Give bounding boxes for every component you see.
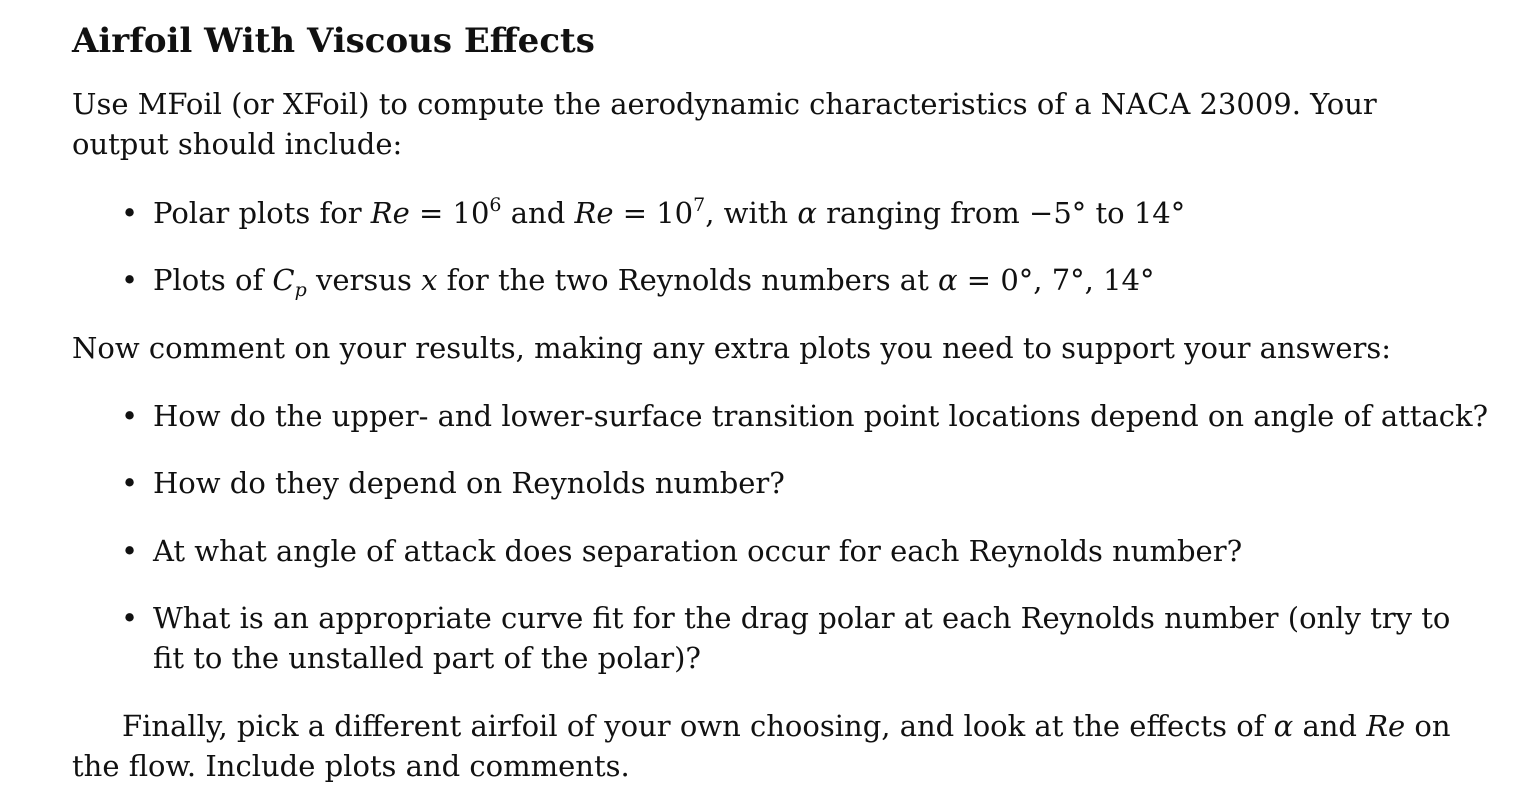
polar-plots-lead-text: Polar plots for — [153, 196, 371, 230]
bullet-icon: • — [121, 601, 139, 635]
pressure-coefficient-subscript: p — [294, 279, 307, 301]
bullet-icon: • — [121, 399, 139, 433]
output-item-polar-plots-text — [153, 196, 1185, 230]
question-text: At what angle of attack does separation occur for each Reynolds number? — [153, 534, 1243, 568]
x-symbol: x — [421, 263, 438, 297]
reynolds-exponent-2: 7 — [693, 194, 706, 216]
cp-plots-lead-text: Plots of — [153, 263, 273, 297]
pressure-coefficient-symbol: C — [272, 263, 295, 297]
alpha-values-text: = 0°, 7°, 14° — [957, 263, 1155, 297]
bullet-icon: • — [121, 196, 139, 230]
question-text: What is an appropriate curve fit for the drag polar at each Reynolds number (only try to fit to the unstalled part of the polar)? — [153, 601, 1451, 675]
reynolds-exponent-1: 6 — [489, 194, 502, 216]
comment-paragraph: Now comment on your results, making any extra plots you need to support your answers: — [72, 331, 1392, 365]
question-item — [121, 531, 1477, 571]
section-title: Airfoil With Viscous Effects — [72, 21, 595, 61]
reynolds-symbol: Re — [574, 196, 614, 230]
question-item — [121, 463, 1477, 503]
alpha-symbol: α — [1273, 709, 1294, 743]
output-item-polar-plots — [121, 193, 1477, 233]
alpha-symbol: α — [937, 263, 958, 297]
final-tail-text: on the flow. Include plots and comments. — [72, 709, 1451, 783]
reynolds-symbol: Re — [370, 196, 410, 230]
question-item — [121, 598, 1477, 678]
conjunction-text: and — [1293, 709, 1367, 743]
reynolds-symbol: Re — [1366, 709, 1406, 743]
reynolds-value-1: = 10 — [409, 196, 490, 230]
question-text: How do the upper- and lower-surface transition point locations depend on angle of attack? — [153, 399, 1489, 433]
bullet-icon: • — [121, 534, 139, 568]
question-text: How do they depend on Reynolds number? — [153, 466, 785, 500]
alpha-symbol: α — [797, 196, 817, 230]
output-item-cp-plots-text — [153, 263, 1155, 301]
final-paragraph — [72, 706, 1476, 786]
bullet-icon: • — [121, 263, 139, 297]
conjunction-text: and — [501, 196, 575, 230]
reynolds-numbers-text: for the two Reynolds numbers at — [437, 263, 938, 297]
with-text: , with — [705, 196, 798, 230]
reynolds-value-2: = 10 — [613, 196, 694, 230]
alpha-range-text: ranging from −5° to 14° — [816, 196, 1186, 230]
bullet-icon: • — [121, 466, 139, 500]
output-item-cp-plots — [121, 260, 1477, 301]
versus-text: versus — [306, 263, 422, 297]
intro-paragraph: Use MFoil (or XFoil) to compute the aerodynamic characteristics of a NACA 23009. Your output should include: — [72, 87, 1377, 161]
final-lead-text: Finally, pick a different airfoil of your own choosing, and look at the effects of — [122, 709, 1274, 743]
question-item — [121, 396, 1489, 436]
